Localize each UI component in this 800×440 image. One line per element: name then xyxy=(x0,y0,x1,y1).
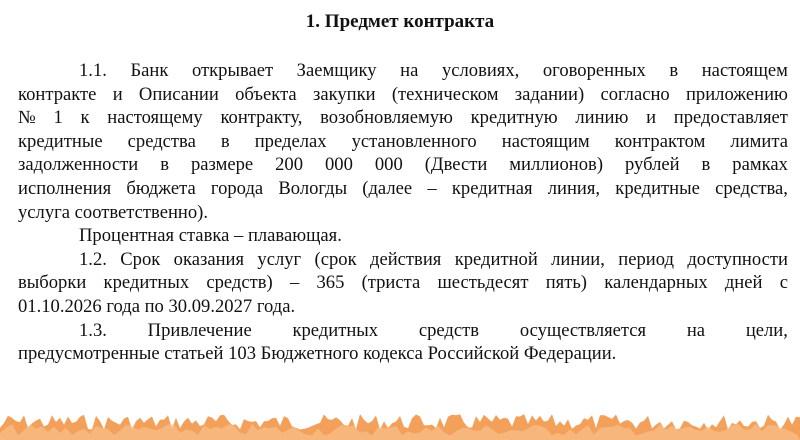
word: закупки xyxy=(312,83,376,105)
word: (далее xyxy=(362,177,413,199)
word: Вологды xyxy=(278,177,348,199)
word: средства xyxy=(127,130,196,152)
word: пределах xyxy=(254,130,327,152)
word: контракту, xyxy=(220,107,303,129)
word: 365 xyxy=(316,272,345,294)
paragraph-1-1-line-7: услуга соответственно). xyxy=(18,201,208,223)
section-heading: 1. Предмет контракта xyxy=(305,11,495,32)
paragraph-1-1-line-5 xyxy=(18,153,788,177)
word: с xyxy=(779,272,788,294)
word: дней xyxy=(724,272,763,294)
word: шестьдесят xyxy=(437,272,529,294)
word: задолженности xyxy=(18,154,139,176)
word: исполнения xyxy=(18,177,112,199)
word: настоящем xyxy=(701,60,788,81)
word: лимита xyxy=(730,130,788,152)
word: кредитной xyxy=(454,248,538,270)
word: контрактом xyxy=(614,130,706,152)
word: (триста xyxy=(361,272,421,294)
word: возобновляемую xyxy=(320,107,453,129)
word: рублей xyxy=(624,154,680,176)
word: средства, xyxy=(715,177,788,199)
word: задании) xyxy=(514,83,585,105)
word: (техническом xyxy=(391,83,499,105)
word: – xyxy=(289,272,300,294)
word: цели, xyxy=(745,319,788,341)
word: услуг xyxy=(257,248,302,270)
word: в xyxy=(669,60,679,81)
word: приложению xyxy=(685,83,788,105)
paragraph-1-2-line-3: 01.10.2026 года по 30.09.2027 года. xyxy=(18,295,296,317)
word: оговоренных xyxy=(542,60,646,81)
paragraph-1-1-line-3 xyxy=(18,106,788,130)
word: на xyxy=(400,60,419,81)
word: и xyxy=(646,107,657,129)
word: условиях, xyxy=(441,60,520,81)
word: доступности xyxy=(687,248,788,270)
word: в xyxy=(160,154,169,176)
word: выборки xyxy=(18,272,87,294)
word: размере xyxy=(190,154,254,176)
word: 000 xyxy=(324,154,353,176)
word: № xyxy=(18,107,36,129)
word: и xyxy=(112,83,123,105)
word: 000 xyxy=(374,154,403,176)
word: период xyxy=(618,248,674,270)
paragraph-1-3-line-1 xyxy=(18,319,788,343)
word: рамках xyxy=(732,154,788,176)
word: – xyxy=(427,177,437,199)
word: кредитных xyxy=(292,319,379,341)
word: Описании xyxy=(138,83,219,105)
word: (срок xyxy=(314,248,357,270)
word: 1.1. xyxy=(79,60,107,81)
word: оказания xyxy=(173,248,245,270)
word: города xyxy=(210,177,264,199)
word: предоставляет xyxy=(673,107,788,129)
word: кредитных xyxy=(103,272,190,294)
word: кредитная xyxy=(451,177,533,199)
word: бюджета xyxy=(126,177,196,199)
word: открывает xyxy=(191,60,274,81)
word: в xyxy=(701,154,711,176)
word: миллионов) xyxy=(509,154,604,176)
word: в xyxy=(220,130,230,152)
word: 200 xyxy=(275,154,304,176)
word: Заемщику xyxy=(296,60,377,81)
word: кредитные xyxy=(615,177,700,199)
paragraph-1-2-line-1 xyxy=(18,248,788,272)
word: на xyxy=(686,319,706,341)
word: средств xyxy=(418,319,480,341)
paragraph-1-3-line-2: предусмотренные статьей 103 Бюджетного кодекса Российской Федерации. xyxy=(18,343,617,365)
word: линия, xyxy=(547,177,601,199)
word: линии, xyxy=(551,248,605,270)
word: 1.2. xyxy=(79,248,107,270)
word: установленного xyxy=(351,130,477,152)
word: линию xyxy=(575,107,629,129)
interest-rate-line: Процентная ставка – плавающая. xyxy=(79,225,342,247)
paragraph-1-2-line-2 xyxy=(18,271,788,295)
torn-paper-edge xyxy=(0,404,800,440)
word: согласно xyxy=(600,83,670,105)
paragraph-1-1-line-2 xyxy=(18,83,788,107)
word: (Двести xyxy=(424,154,488,176)
word: настоящим xyxy=(501,130,590,152)
word: настоящему xyxy=(107,107,203,129)
word: 1.3. xyxy=(79,319,107,341)
word: 1 xyxy=(53,107,63,129)
word: объекта xyxy=(235,83,297,105)
word: календарных xyxy=(604,272,708,294)
word: к xyxy=(80,107,90,129)
word: кредитную xyxy=(470,107,558,129)
word: осуществляется xyxy=(519,319,647,341)
paragraph-1-1-line-4 xyxy=(18,130,788,154)
word: пять) xyxy=(545,272,587,294)
contract-text xyxy=(18,59,788,366)
word: Банк xyxy=(130,60,169,81)
paragraph-1-1-line-1 xyxy=(18,59,788,83)
word: контракте xyxy=(18,83,97,105)
word: Срок xyxy=(120,248,161,270)
paragraph-1-1-line-6 xyxy=(18,177,788,201)
word: действия xyxy=(370,248,442,270)
word: Привлечение xyxy=(147,319,252,341)
word: средств) xyxy=(206,272,273,294)
word: кредитные xyxy=(18,130,103,152)
